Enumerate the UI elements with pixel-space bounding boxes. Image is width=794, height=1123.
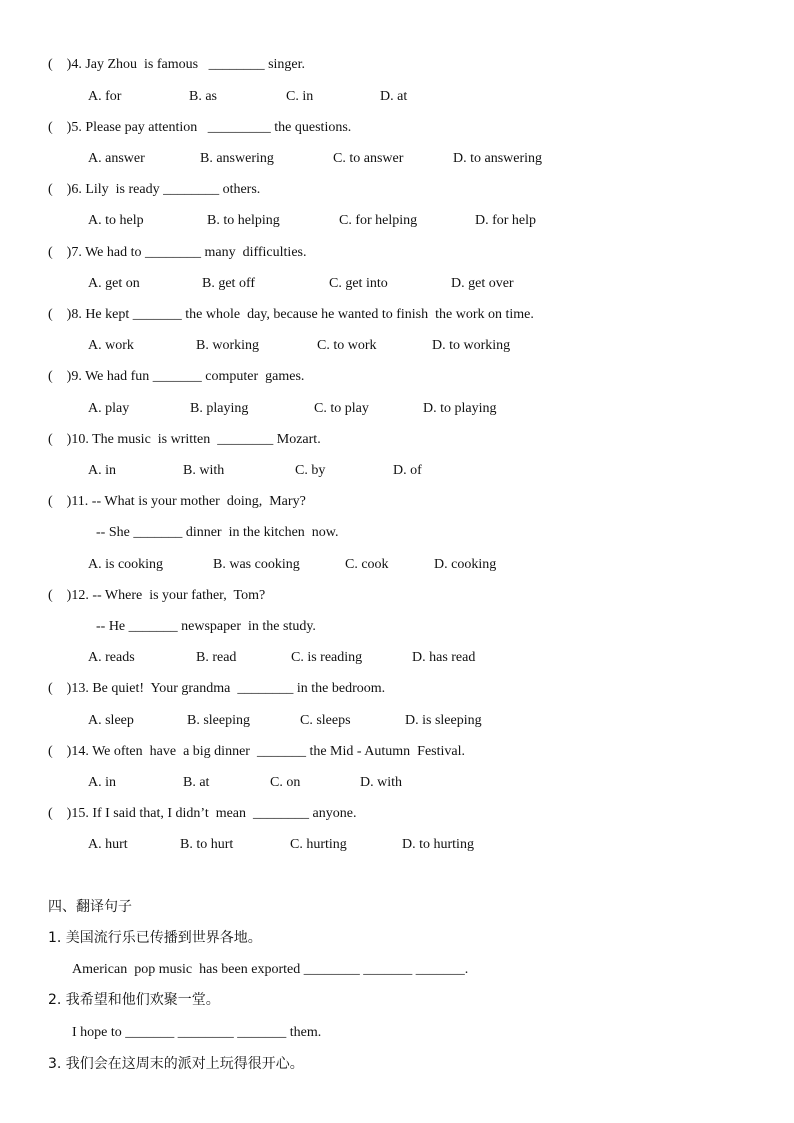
q9-option-b: B. playing [190,401,249,416]
q15-option-c: C. hurting [290,837,347,852]
q13-option-d: D. is sleeping [405,713,482,728]
q7-option-a: A. get on [88,276,140,291]
q9-option-a: A. play [88,401,130,416]
q10-option-c: C. by [295,463,326,478]
q9-option-c: C. to play [314,401,369,416]
q8-option-a: A. work [88,338,134,353]
q12-option-a: A. reads [88,650,135,665]
q9-option-d: D. to playing [423,401,497,416]
q5-option-b: B. answering [200,151,274,166]
q15-option-a: A. hurt [88,837,128,852]
q4-option-c: C. in [286,89,314,104]
q11-option-d: D. cooking [434,557,497,572]
translation-3-chinese: 3. 我们会在这周末的派对上玩得很开心。 [48,1056,304,1072]
question-10-stem: ( )10. The music is written ________ Mozart. [48,432,321,447]
q14-option-d: D. with [360,775,402,790]
question-14-stem: ( )14. We often have a big dinner _______ the Mid - Autumn Festival. [48,744,465,759]
q7-option-d: D. get over [451,276,514,291]
q13-option-a: A. sleep [88,713,134,728]
question-6-stem: ( )6. Lily is ready ________ others. [48,182,261,197]
question-9-stem: ( )9. We had fun _______ computer games. [48,369,305,384]
q4-option-a: A. for [88,89,122,104]
q11-option-c: C. cook [345,557,389,572]
q6-option-c: C. for helping [339,213,418,228]
q5-option-d: D. to answering [453,151,543,166]
q13-option-b: B. sleeping [187,713,250,728]
translation-1-english: American pop music has been exported ________ _______ _______. [72,962,469,977]
q14-option-c: C. on [270,775,301,790]
question-7-stem: ( )7. We had to ________ many difficulties. [48,245,307,260]
question-11-answer-line: -- She _______ dinner in the kitchen now. [96,525,339,540]
q15-option-b: B. to hurt [180,837,234,852]
translation-2-english: I hope to _______ ________ _______ them. [72,1025,322,1040]
q14-option-a: A. in [88,775,116,790]
q8-option-d: D. to working [432,338,511,353]
q11-option-a: A. is cooking [88,557,164,572]
q11-option-b: B. was cooking [213,557,300,572]
q13-option-c: C. sleeps [300,713,351,728]
q6-option-b: B. to helping [207,213,280,228]
question-4-stem: ( )4. Jay Zhou is famous ________ singer. [48,57,306,72]
q12-option-b: B. read [196,650,237,665]
translation-2-chinese: 2. 我希望和他们欢聚一堂。 [48,992,220,1008]
q12-option-c: C. is reading [291,650,363,665]
question-11-stem: ( )11. -- What is your mother doing, Mary? [48,494,306,509]
q10-option-d: D. of [393,463,422,478]
q4-option-b: B. as [189,89,217,104]
question-12-stem: ( )12. -- Where is your father, Tom? [48,588,266,603]
q8-option-c: C. to work [317,338,377,353]
q7-option-c: C. get into [329,276,388,291]
question-13-stem: ( )13. Be quiet! Your grandma ________ in the bedroom. [48,681,386,696]
q8-option-b: B. working [196,338,259,353]
q10-option-a: A. in [88,463,116,478]
question-15-stem: ( )15. If I said that, I didn’t mean ________ anyone. [48,806,357,821]
question-12-answer-line: -- He _______ newspaper in the study. [96,619,316,634]
translation-1-chinese: 1. 美国流行乐已传播到世界各地。 [48,930,262,946]
q12-option-d: D. has read [412,650,476,665]
q10-option-b: B. with [183,463,225,478]
q4-option-d: D. at [380,89,408,104]
q7-option-b: B. get off [202,276,256,291]
q15-option-d: D. to hurting [402,837,474,852]
section-heading: 四、翻译句子 [48,899,132,915]
q5-option-c: C. to answer [333,151,404,166]
q6-option-d: D. for help [475,213,537,228]
q14-option-b: B. at [183,775,210,790]
question-8-stem: ( )8. He kept _______ the whole day, because he wanted to finish the work on time. [48,307,534,322]
q5-option-a: A. answer [88,151,145,166]
question-5-stem: ( )5. Please pay attention _________ the questions. [48,120,352,135]
q6-option-a: A. to help [88,213,144,228]
